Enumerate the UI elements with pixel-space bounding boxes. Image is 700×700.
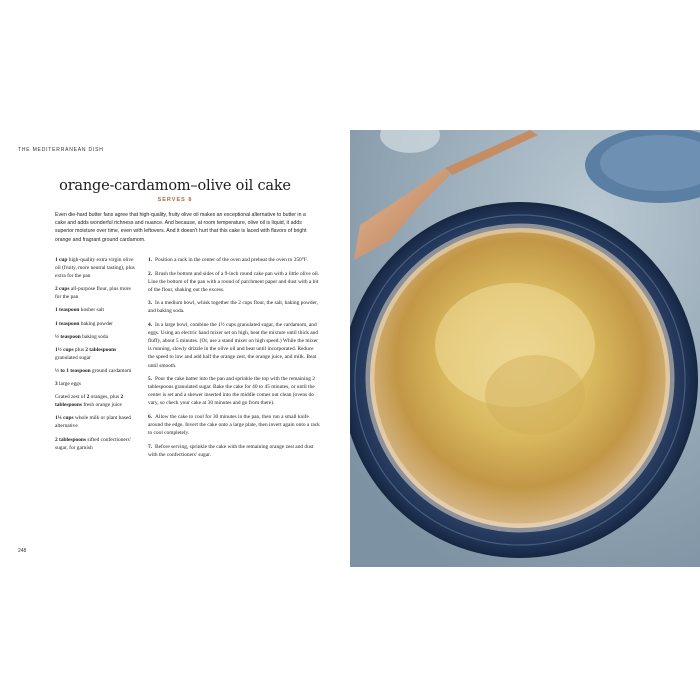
method-step: 2. Brush the bottom and sides of a 9-inch round cake pan with a little olive oil. Line the bottom of the pan with a round of parchment paper and dust with a bit of the flour, shaking out the excess. [148, 270, 320, 293]
ingredient-item: 1 teaspoon baking powder [55, 320, 113, 327]
method-step: 7. Before serving, sprinkle the cake with the remaining orange zest and dust with the confectioners' sugar. [148, 443, 314, 458]
ingredient-item: 1¼ cups whole milk or plant based alternative [55, 415, 131, 430]
step-number: 3. [148, 300, 153, 307]
method-step: 4. In a large bowl, combine the 1½ cups granulated sugar, the cardamom, and eggs. Using an electric hand mixer set on high, beat the mixture until thick and fluffy, about 5 minutes. (Or, use a stand mixer on high speed.) While the mixer is running, slowly drizzle in the olive oil and beat until incorporated. Reduce the speed to low and add half the orange zest, the orange juice, and milk. Beat until smooth. [148, 322, 319, 369]
ingredient-item: ½ to 1 teaspoon ground cardamom [55, 367, 132, 374]
method-step: 3. In a medium bowl, whisk together the 2 cups flour, the salt, baking powder, and baking soda. [148, 300, 318, 315]
cake-photo [350, 130, 700, 567]
step-number: 2. [148, 270, 153, 277]
ingredient-item: 3 large eggs [55, 381, 81, 388]
serves-label: SERVES 8 [157, 197, 193, 203]
ingredient-item: ½ teaspoon baking soda [55, 333, 109, 340]
recipe-title: orange-cardamom–olive oil cake [59, 178, 291, 194]
running-head: THE MEDITERRANEAN DISH [18, 147, 104, 153]
ingredient-list [55, 256, 137, 457]
step-number: 7. [148, 443, 153, 450]
ingredient-item: Grated zest of 2 oranges, plus 2 tablespoons fresh orange juice [55, 394, 124, 409]
ingredient-item: 2 tablespoons sifted confectioners' sugar, for garnish [55, 436, 131, 451]
page-number: 248 [18, 548, 27, 554]
method-step: 5. Pour the cake batter into the pan and sprinkle the top with the remaining 2 tablespoons granulated sugar. Bake the cake for 40 to 45 minutes, or until the center is set and a skewer inserted into the middle comes out clean (ovens do vary, so check your cake at 30 minutes and go from there). [148, 376, 315, 407]
step-number: 1. [148, 257, 153, 263]
ingredient-item: 1 teaspoon kosher salt [55, 307, 104, 314]
ingredient-item: 1½ cups plus 2 tablespoons granulated sugar [55, 346, 117, 361]
step-number: 6. [148, 414, 153, 420]
step-number: 4. [148, 322, 153, 329]
method-steps [148, 256, 320, 464]
method-step: 1. Position a rack in the center of the oven and preheat the oven to 350°F. [148, 257, 308, 263]
recipe-intro: Even die-hard butter fans agree that high-quality, fruity olive oil makes an exceptional alternative to butter in a cake and adds wonderful richness and nuance. And because, at room temperature, olive oil is liquid, it adds superior moisture over time, even with leftovers. And it doesn't hurt that this cake is laced with flavors of bright orange and fragrant ground cardamom. [55, 212, 307, 243]
ingredient-item: 2 cups all-purpose flour, plus more for the pan [55, 286, 131, 301]
step-number: 5. [148, 376, 153, 383]
ingredient-item: 1 cup high-quality extra virgin olive oil (fruity, more neutral tasting), plus extra for the pan [55, 257, 135, 280]
method-step: 6. Allow the cake to cool for 30 minutes in the pan, then run a small knife around the edge. Invert the cake onto a large plate, then invert again onto a rack to cool completely. [148, 414, 320, 437]
